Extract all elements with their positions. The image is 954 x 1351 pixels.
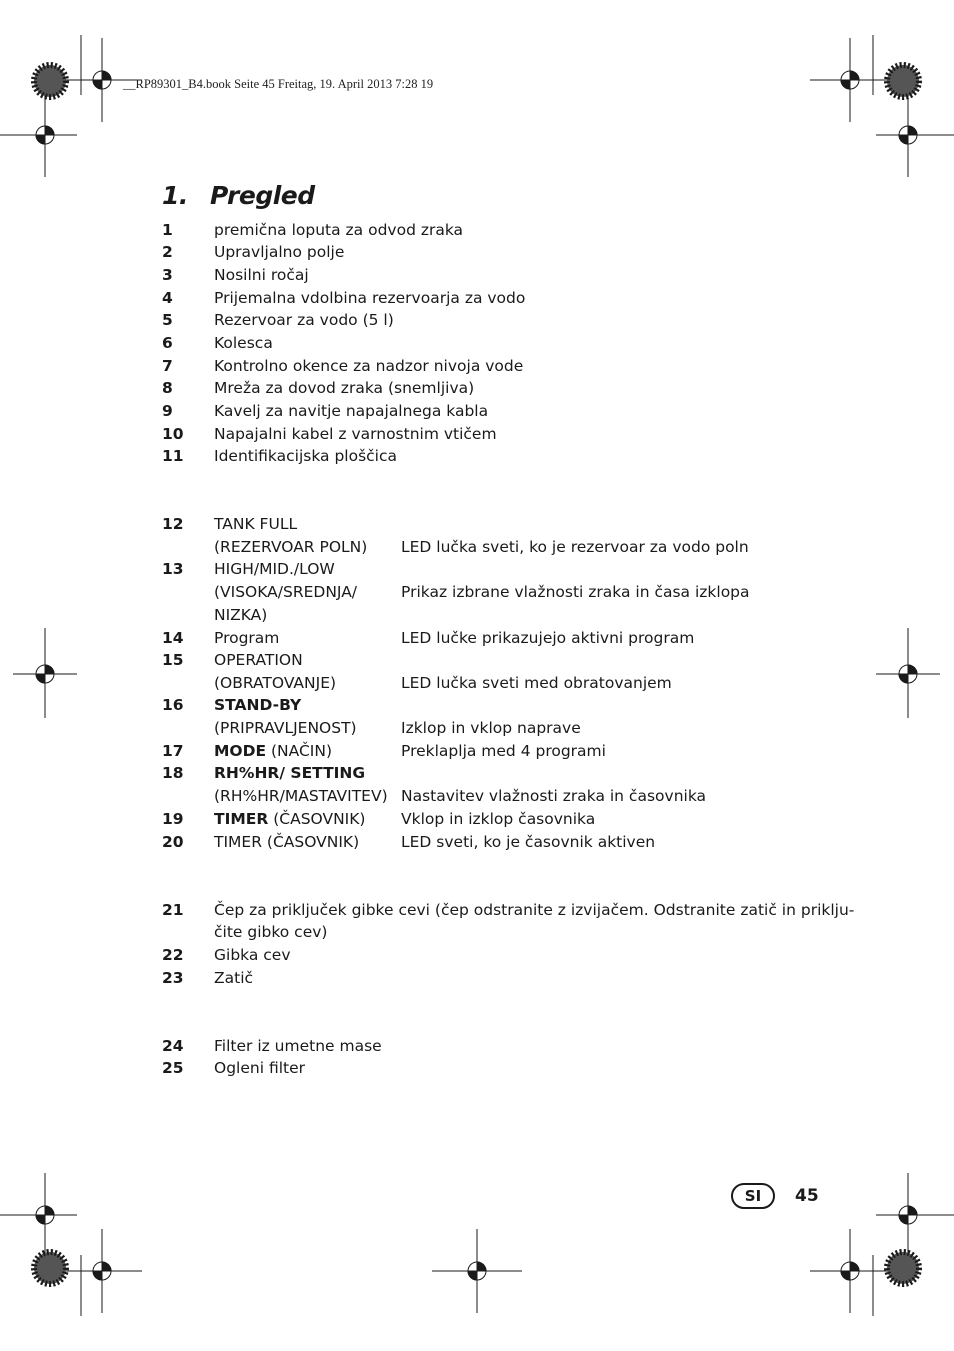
section-number: 1. [162, 181, 188, 210]
page-number: 45 [795, 1186, 819, 1206]
item-description: LED lučka sveti, ko je rezervoar za vodo poln [401, 538, 749, 556]
section-title-text: Pregled [210, 181, 315, 210]
item-text: Zatič [214, 969, 254, 987]
item-label: OPERATION [214, 651, 303, 669]
item-text: Čep za priključek gibke cevi (čep odstranite z izvijačem. Odstranite zatič in priklju- [214, 901, 855, 919]
item-label: (PRIPRAVLJENOST) [214, 719, 357, 737]
item-number: 12 [162, 515, 184, 533]
item-number: 18 [162, 764, 184, 782]
item-text: Identifikacijska ploščica [214, 447, 398, 465]
item-number: 14 [162, 629, 184, 647]
item-label: TANK FULL [214, 515, 298, 533]
item-label-rest: (NAČIN) [266, 742, 332, 760]
item-number: 7 [162, 357, 173, 375]
item-number: 13 [162, 560, 184, 578]
item-label: RH%HR/ SETTING [214, 764, 366, 782]
item-text: Napajalni kabel z varnostnim vtičem [214, 425, 497, 443]
item-description: LED lučka sveti med obratovanjem [401, 674, 672, 692]
item-label: (REZERVOAR POLN) [214, 538, 368, 556]
item-number: 1 [162, 221, 173, 239]
item-text: Gibka cev [214, 946, 291, 964]
item-text: Ogleni filter [214, 1059, 305, 1077]
item-text: Kavelj za navitje napajalnega kabla [214, 402, 489, 420]
item-text: Rezervoar za vodo (5 l) [214, 311, 394, 329]
section-title [162, 181, 315, 210]
item-description: LED lučke prikazujejo aktivni program [401, 629, 695, 647]
item-number: 3 [162, 266, 173, 284]
item-description: Nastavitev vlažnosti zraka in časovnika [401, 787, 707, 805]
item-label-bold: TIMER [214, 810, 269, 828]
item-number: 4 [162, 289, 173, 307]
item-description: Izklop in vklop naprave [401, 719, 581, 737]
item-number: 23 [162, 969, 184, 987]
item-label: (VISOKA/SREDNJA/ [214, 583, 358, 601]
item-number: 24 [162, 1037, 184, 1055]
item-number: 25 [162, 1059, 184, 1077]
item-description: Vklop in izklop časovnika [401, 810, 596, 828]
item-text: Mreža za dovod zraka (snemljiva) [214, 379, 475, 397]
item-label: (OBRATOVANJE) [214, 674, 337, 692]
item-label: NIZKA) [214, 606, 268, 624]
item-label: Program [214, 629, 280, 647]
item-text: Kolesca [214, 334, 273, 352]
item-description: LED sveti, ko je časovnik aktiven [401, 833, 656, 851]
item-label [214, 808, 365, 831]
item-number: 19 [162, 810, 184, 828]
item-label: TIMER (ČASOVNIK) [214, 833, 360, 851]
item-label-bold: MODE [214, 742, 267, 760]
item-number: 16 [162, 696, 184, 714]
item-number: 17 [162, 742, 184, 760]
item-number: 10 [162, 425, 184, 443]
item-text: Nosilni ročaj [214, 266, 309, 284]
item-number: 20 [162, 833, 184, 851]
item-number: 8 [162, 379, 173, 397]
item-label [214, 740, 332, 763]
item-label: HIGH/MID./LOW [214, 560, 335, 578]
item-number: 5 [162, 311, 173, 329]
item-label-rest: (ČASOVNIK) [268, 810, 366, 828]
language-badge: SI [731, 1183, 775, 1209]
item-text: čite gibko cev) [214, 923, 328, 941]
item-number: 9 [162, 402, 173, 420]
item-text: premična loputa za odvod zraka [214, 221, 464, 239]
item-text: Kontrolno okence za nadzor nivoja vode [214, 357, 524, 375]
item-number: 21 [162, 901, 184, 919]
item-text: Upravljalno polje [214, 243, 345, 261]
item-label: STAND-BY [214, 696, 302, 714]
item-number: 2 [162, 243, 173, 261]
item-description: Prikaz izbrane vlažnosti zraka in časa izklopa [401, 583, 750, 601]
print-header: __RP89301_B4.book Seite 45 Freitag, 19. April 2013 7:28 19 [123, 77, 434, 91]
item-text: Filter iz umetne mase [214, 1037, 382, 1055]
item-label: (RH%HR/MASTAVITEV) [214, 787, 388, 805]
item-number: 15 [162, 651, 184, 669]
item-number: 11 [162, 447, 184, 465]
item-number: 22 [162, 946, 184, 964]
item-number: 6 [162, 334, 173, 352]
item-text: Prijemalna vdolbina rezervoarja za vodo [214, 289, 526, 307]
item-description: Preklaplja med 4 programi [401, 742, 606, 760]
